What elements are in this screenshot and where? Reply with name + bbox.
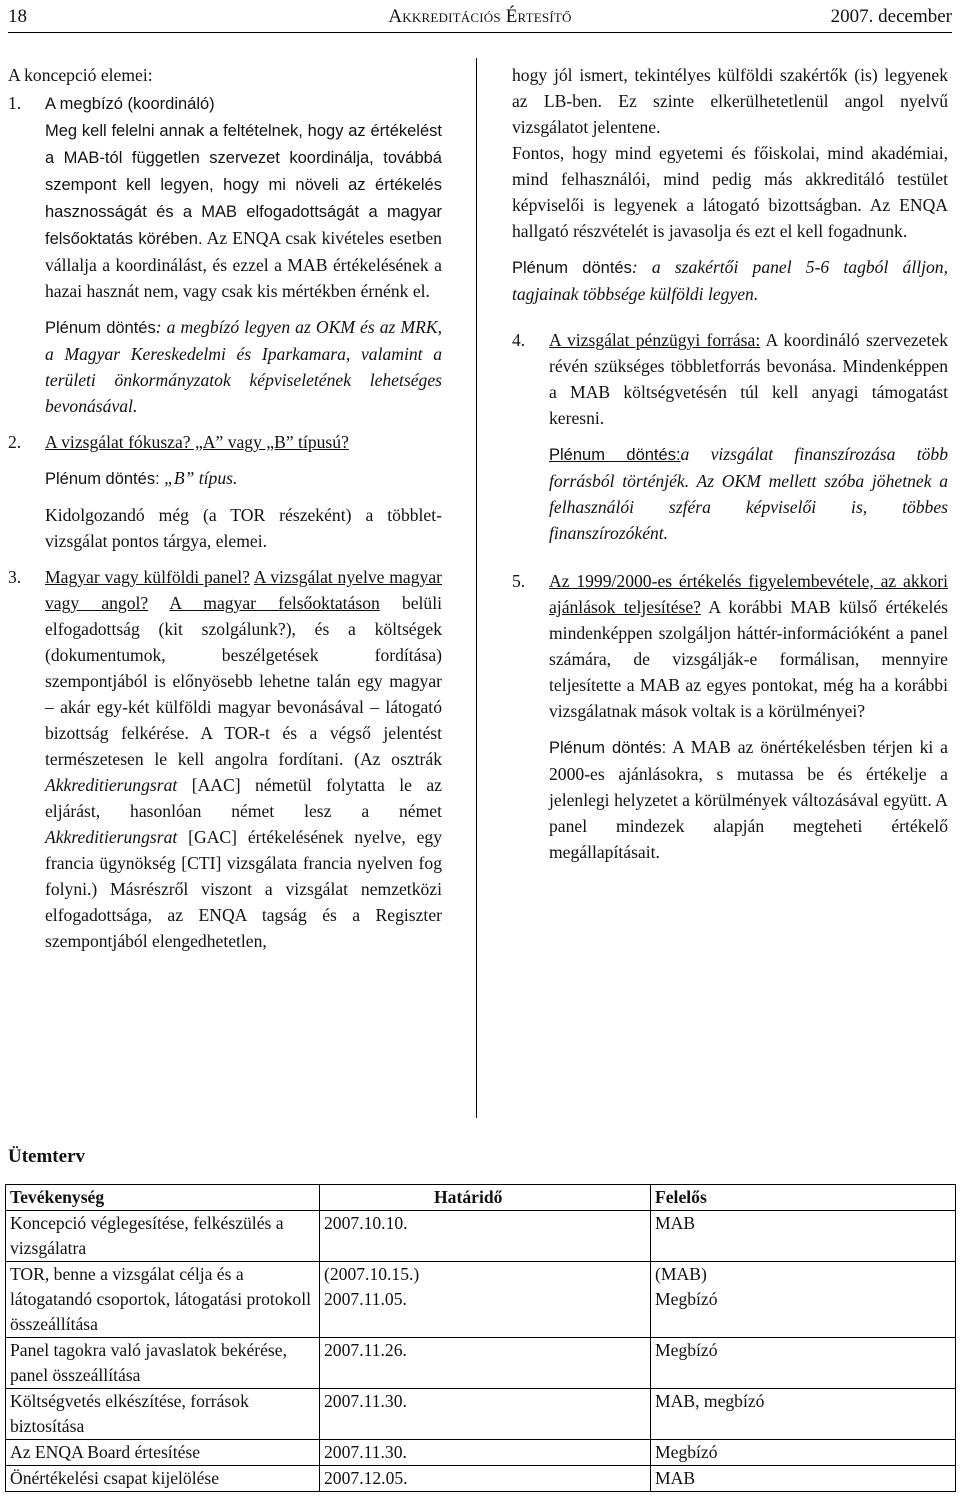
concept-item-2	[8, 429, 442, 554]
item-number: 5.	[512, 571, 526, 591]
concept-item-4	[512, 327, 948, 546]
header-activity: Tevékenység	[6, 1185, 320, 1211]
page-number: 18	[8, 6, 27, 27]
table-row	[6, 1440, 956, 1466]
cell-responsible: (MAB) Megbízó	[651, 1262, 956, 1338]
decision-text: : a megbízó legyen az OKM és az MRK, a Magyar Kereskedelmi és Iparkamara, valamint a területi önkormányzatok képviseletének lehetséges bevonásával.	[45, 317, 442, 416]
header-responsible: Felelős	[651, 1185, 956, 1211]
table-row	[6, 1466, 956, 1492]
org-name-aac: Akkreditierungsrat	[45, 775, 178, 795]
continued-text: hogy jól ismert, tekintélyes külföldi szakértők (is) legyenek az LB-ben. Ez szinte elkerülhetetlenül angol nyelvű vizsgálatot jelentene.	[512, 65, 948, 137]
cell-deadline: 2007.11.26.	[320, 1338, 651, 1389]
item-body: A koordináló szervezetek révén szükséges többletforrás bevonása. Mindenképpen a MAB költségvetésén túl kell anyagi támogatást keresni.	[549, 330, 948, 428]
cell-responsible: Megbízó	[651, 1338, 956, 1389]
item-body-2: [AAC] németül folytatta le az eljárást, hasonlóan német lesz a német	[45, 775, 442, 821]
decision-label: Plénum döntés:	[549, 739, 667, 757]
item-title: A vizsgálat pénzügyi forrása:	[549, 330, 761, 350]
concept-item-1	[8, 90, 442, 419]
cell-deadline: 2007.10.10.	[320, 1211, 651, 1262]
decision-label: Plénum döntés:	[45, 470, 160, 488]
decision-text: : a szakértői panel 5-6 tagból álljon, tagjainak többsége külföldi legyen.	[512, 257, 948, 304]
item-body: A korábbi MAB külső értékelés mindenképpen szolgáljon háttér-információként a panel számára, de vizsgálják-e formálisan, mennyire teljesítette a MAB az egyes pontokat, még ha a korábbi vizsgálatnak mások voltak is a körülményei?	[549, 597, 948, 721]
item-body-enqa: Az ENQA csak kivételes esetben vállalja a koordinálást, és ezzel a MAB értékelésének a hazai hasznát nem, vagy csak kis mértékben érnénk el.	[45, 228, 442, 301]
schedule-table	[5, 1184, 956, 1492]
item-body-cont: MAB elfogadottságát a magyar felsőoktatás körében.	[45, 203, 442, 248]
item-title: Magyar vagy külföldi panel?	[45, 567, 250, 587]
item-title-2: A vizsgálat nyelve magyar vagy angol?	[45, 567, 442, 613]
section-title: A koncepció elemei:	[8, 65, 153, 85]
cell-deadline: (2007.10.15.) 2007.11.05.	[320, 1262, 651, 1338]
journal-title: Akkreditációs Értesítő	[388, 6, 572, 27]
cell-responsible: MAB	[651, 1466, 956, 1492]
cell-deadline: 2007.11.30.	[320, 1440, 651, 1466]
item-number: 2.	[8, 432, 22, 452]
item-number: 3.	[8, 567, 22, 587]
right-column	[512, 62, 948, 865]
decision-text: A MAB az önértékelésben térjen ki a 2000-es ajánlásokra, s mutassa be és értékelje a jelenlegi helyzetet a körülmények változásával együtt. A panel mindezek alapján megteheti értékelő megállapításait.	[549, 737, 948, 862]
column-divider	[476, 58, 477, 1118]
item-body: belüli elfogadottság (kit szolgálunk?), és a költségek (dokumentumok, beszélgetések fordítása) szempontjából is előnyösebb lehetne talán egy magyar – akár egy-két külföldi magyar bevonásával – látogató bizottság felkérése. A TOR-t és a végső jelentést természetesen le kell angolra fordítani. (Az osztrák	[45, 593, 443, 769]
table-header-row	[6, 1185, 956, 1211]
item-title: Az 1999/2000-es értékelés figyelembevétele, az akkori ajánlások teljesítése?	[549, 571, 948, 617]
decision-label: Plénum döntés	[512, 259, 632, 277]
concept-item-3	[8, 564, 442, 954]
item-number: 4.	[512, 330, 526, 350]
cell-activity: Panel tagokra való javaslatok bekérése, panel összeállítása	[6, 1338, 320, 1389]
cell-activity: Önértékelési csapat kijelölése	[6, 1466, 320, 1492]
cell-activity: Az ENQA Board értesítése	[6, 1440, 320, 1466]
cell-responsible: MAB	[651, 1211, 956, 1262]
item-note: Kidolgozandó még (a TOR részeként) a többlet-vizsgálat pontos tárgya, elemei.	[45, 505, 442, 551]
paragraph-representation: Fontos, hogy mind egyetemi és főiskolai, mind akadémiai, mind felhasználói, mind pedig más akkreditáló testület képviselői is legyenek a látogató bizottságban. Az ENQA hallgató részvételét is javasolja és ezt el kell fogadnunk.	[512, 143, 948, 241]
item-number: 1.	[8, 93, 22, 113]
decision-label: Plénum döntés:	[549, 446, 681, 464]
table-row	[6, 1389, 956, 1440]
concept-item-5	[512, 568, 948, 865]
decision-text: a vizsgálat finanszírozása több forrásból történjék. Az OKM mellett szóba jöhetnek a felhasználói szféra képviselői is, többes finanszírozóként.	[549, 444, 948, 543]
table-row	[6, 1338, 956, 1389]
table-row	[6, 1211, 956, 1262]
schedule-title: Ütemterv	[8, 1146, 86, 1167]
item-body: Meg kell felelni annak a feltételnek, hogy az értékelést a MAB-tól független szervezet koordinálja, továbbá szempont kell legyen, hogy mi növeli az értékelés hasznosságát és a	[45, 122, 442, 221]
decision-text: „B” típus.	[164, 468, 238, 488]
item-title-3: A magyar felsőoktatáson	[169, 593, 380, 613]
cell-activity: Koncepció véglegesítése, felkészülés a vizsgálatra	[6, 1211, 320, 1262]
cell-activity: Költségvetés elkészítése, források biztosítása	[6, 1389, 320, 1440]
cell-deadline: 2007.11.30.	[320, 1389, 651, 1440]
issue-date: 2007. december	[830, 6, 952, 27]
left-column	[8, 62, 442, 954]
cell-deadline: 2007.12.05.	[320, 1466, 651, 1492]
cell-activity: TOR, benne a vizsgálat célja és a látogatandó csoportok, látogatási protokoll összeállítása	[6, 1262, 320, 1338]
item-title: A megbízó (koordináló)	[45, 95, 215, 113]
decision-label: Plénum döntés	[45, 319, 156, 337]
cell-responsible: MAB, megbízó	[651, 1389, 956, 1440]
cell-responsible: Megbízó	[651, 1440, 956, 1466]
item-title: A vizsgálat fókusza? „A” vagy „B” típusú?	[45, 432, 349, 452]
item-body-3: [GAC] értékelésének nyelve, egy francia ügynökség [CTI] vizsgálata francia nyelven fog folyni.) Másrészről viszont a vizsgálat nemzetközi elfogadottsága, az ENQA tagság és a Regiszter szempontjából elengedhetetlen,	[45, 827, 442, 951]
header-deadline: Határidő	[320, 1185, 651, 1211]
table-row	[6, 1262, 956, 1338]
org-name-gac: Akkreditierungsrat	[45, 827, 178, 847]
page-header	[8, 2, 952, 33]
